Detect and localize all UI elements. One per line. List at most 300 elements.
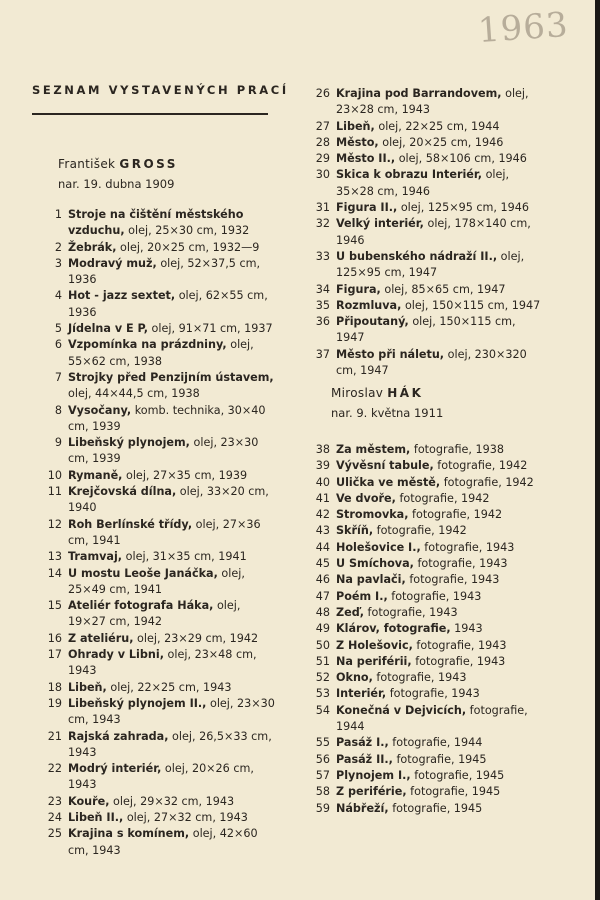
work-detail: fotografie, 1945 — [396, 752, 487, 766]
column-right — [308, 86, 546, 379]
work-title: Na periférii, — [336, 654, 412, 668]
work-entry — [68, 484, 278, 517]
list-item — [40, 370, 278, 403]
work-title: Hot - jazz sextet, — [68, 289, 176, 303]
work-detail: olej, 52×37,5 cm, 1936 — [68, 256, 261, 287]
work-detail: olej, 26,5×33 cm, 1943 — [68, 729, 272, 759]
work-entry — [68, 631, 278, 647]
work-number: 53 — [315, 687, 330, 701]
work-detail: olej, 91×71 cm, 1937 — [151, 322, 273, 336]
heading-rule — [32, 113, 268, 115]
work-entry — [68, 810, 278, 826]
work-entry — [68, 680, 278, 696]
work-detail: olej, 58×106 cm, 1946 — [398, 152, 527, 166]
work-number: 4 — [54, 289, 62, 303]
work-title: Město při náletu, — [336, 347, 445, 361]
work-title: Plynojem I., — [336, 768, 411, 782]
work-entry — [336, 119, 546, 135]
work-title: Libeň, — [68, 680, 107, 694]
work-title: Interiér, — [336, 687, 387, 701]
work-number: 46 — [315, 573, 330, 587]
work-number: 15 — [47, 599, 62, 613]
work-detail: 1943 — [454, 622, 483, 636]
work-title: Jídelna v E P, — [68, 322, 148, 336]
work-entry — [336, 670, 546, 686]
list-item — [308, 556, 546, 572]
column-right-lower — [308, 442, 546, 817]
work-entry — [336, 523, 546, 539]
work-number: 22 — [47, 762, 62, 776]
work-detail: fotografie, 1942 — [376, 524, 467, 538]
work-number: 12 — [47, 517, 62, 531]
work-number: 33 — [315, 249, 330, 263]
work-entry — [336, 703, 546, 736]
list-item — [308, 167, 546, 200]
work-title: Město II., — [336, 152, 396, 166]
work-entry — [336, 556, 546, 572]
work-entry — [336, 752, 546, 768]
list-item — [40, 761, 278, 794]
work-title: Libeň, — [336, 119, 375, 133]
work-number: 32 — [315, 217, 330, 231]
list-item — [308, 540, 546, 556]
work-detail: olej, 27×32 cm, 1943 — [126, 810, 248, 824]
list-item — [40, 631, 278, 647]
work-detail: fotografie, 1938 — [413, 443, 504, 456]
list-item — [308, 442, 546, 458]
work-number: 55 — [315, 736, 330, 750]
work-number: 25 — [47, 827, 62, 841]
work-entry — [68, 435, 278, 468]
work-detail: olej, 230×320 cm, 1947 — [336, 347, 527, 378]
work-title: Ve dvoře, — [336, 491, 396, 505]
work-title: Klárov, fotografie, — [336, 622, 451, 636]
work-detail: olej, 33×20 cm, 1940 — [68, 485, 269, 515]
list-item — [308, 670, 546, 686]
work-title: Zeď, — [336, 605, 364, 619]
list-item — [40, 729, 278, 762]
work-title: Ateliér fotografa Háka, — [68, 599, 214, 613]
work-number: 14 — [47, 566, 62, 580]
work-entry — [336, 135, 546, 151]
list-item — [308, 768, 546, 784]
work-title: Konečná v Dejvicích, — [336, 703, 467, 717]
work-number: 16 — [47, 631, 62, 645]
work-detail: olej, 23×48 cm, 1943 — [68, 648, 257, 678]
work-detail: olej, 19×27 cm, 1942 — [68, 599, 241, 629]
work-title: Kouře, — [68, 794, 110, 808]
work-number: 36 — [315, 315, 330, 329]
work-detail: fotografie, 1944 — [336, 703, 528, 734]
work-number: 6 — [54, 338, 62, 352]
work-entry — [336, 507, 546, 523]
work-entry — [336, 589, 546, 605]
list-item — [40, 598, 278, 631]
list-item — [40, 256, 278, 289]
work-detail: fotografie, 1943 — [367, 605, 458, 619]
work-number: 57 — [315, 768, 330, 782]
list-item — [40, 240, 278, 256]
work-detail: olej, 23×28 cm, 1943 — [336, 87, 529, 117]
work-title: Na pavlači, — [336, 573, 406, 587]
work-entry — [336, 572, 546, 588]
work-detail: olej, 23×30 cm, 1939 — [68, 436, 259, 466]
work-detail: olej, 29×32 cm, 1943 — [113, 794, 235, 808]
list-item — [40, 337, 278, 370]
artist-surname: GROSS — [119, 157, 178, 171]
work-number: 29 — [315, 152, 330, 166]
work-number: 27 — [315, 119, 330, 133]
work-number: 19 — [47, 696, 62, 710]
work-title: Z periférie, — [336, 785, 407, 799]
work-entry — [336, 784, 546, 800]
work-entry — [336, 167, 546, 200]
work-number: 56 — [315, 752, 330, 766]
work-title: U bubenského nádraží II., — [336, 249, 498, 263]
column-left — [40, 157, 278, 859]
work-number: 44 — [315, 540, 330, 554]
work-title: Krejčovská dílna, — [68, 485, 177, 499]
list-item — [40, 321, 278, 337]
work-detail: olej, 27×36 cm, 1941 — [68, 517, 261, 547]
work-number: 26 — [315, 87, 330, 100]
work-detail: fotografie, 1942 — [412, 508, 503, 522]
list-item — [308, 282, 546, 298]
artist-birth-date: nar. 19. dubna 1909 — [58, 177, 175, 191]
list-item — [308, 752, 546, 768]
work-entry — [336, 801, 546, 817]
list-item — [308, 801, 546, 817]
list-item — [308, 347, 546, 380]
work-title: Vzpomínka na prázdniny, — [68, 338, 227, 352]
work-detail: fotografie, 1945 — [392, 801, 483, 815]
artist-surname: HÁK — [387, 386, 424, 400]
work-entry — [336, 654, 546, 670]
work-title: Pasáž I., — [336, 736, 389, 750]
work-entry — [68, 256, 278, 289]
work-number: 52 — [315, 671, 330, 685]
list-item — [40, 468, 278, 484]
work-title: Velký interiér, — [336, 217, 424, 231]
work-detail: olej, 125×95 cm, 1947 — [336, 249, 525, 280]
list-item — [308, 249, 546, 282]
work-title: U Smíchova, — [336, 557, 414, 571]
work-entry — [336, 605, 546, 621]
work-entry — [336, 314, 546, 347]
work-detail: olej, 23×30 cm, 1943 — [68, 696, 275, 727]
list-item — [308, 216, 546, 249]
work-entry — [336, 621, 546, 637]
work-title: Modravý muž, — [68, 256, 157, 270]
work-number: 50 — [315, 638, 330, 652]
artist-first-name: Miroslav — [331, 386, 384, 400]
work-number: 45 — [315, 557, 330, 571]
work-title: Figura, — [336, 282, 381, 296]
work-number: 39 — [315, 459, 330, 473]
work-detail: fotografie, 1943 — [417, 557, 508, 571]
list-item — [308, 151, 546, 167]
work-title: U mostu Leoše Janáčka, — [68, 566, 218, 580]
work-detail: fotografie, 1944 — [392, 736, 483, 750]
work-detail: olej, 25×49 cm, 1941 — [68, 566, 245, 596]
work-detail: fotografie, 1942 — [437, 459, 528, 473]
work-number: 42 — [315, 508, 330, 522]
list-item — [308, 621, 546, 637]
work-detail: fotografie, 1943 — [424, 540, 515, 554]
work-detail: fotografie, 1942 — [443, 475, 534, 489]
work-entry — [68, 549, 278, 565]
work-entry — [336, 442, 546, 458]
list-item — [308, 638, 546, 654]
list-item — [40, 484, 278, 517]
artist-section-hak — [308, 386, 546, 420]
list-item — [308, 523, 546, 539]
work-number: 28 — [315, 135, 330, 149]
work-entry — [68, 240, 278, 256]
work-entry — [68, 403, 278, 436]
work-entry — [336, 540, 546, 556]
work-number: 21 — [47, 729, 62, 743]
list-item — [308, 686, 546, 702]
work-entry — [68, 729, 278, 762]
list-item — [308, 605, 546, 621]
artist-name — [331, 386, 546, 400]
list-item — [308, 200, 546, 216]
work-title: Rymaně, — [68, 468, 123, 482]
work-number: 18 — [47, 680, 62, 694]
work-entry — [68, 207, 278, 240]
work-title: Poém I., — [336, 589, 388, 603]
work-entry — [336, 200, 546, 216]
work-number: 17 — [47, 648, 62, 662]
work-number: 49 — [315, 622, 330, 636]
work-title: Za městem, — [336, 443, 411, 456]
work-number: 24 — [47, 810, 62, 824]
work-entry — [336, 86, 546, 119]
work-title: Modrý interiér, — [68, 762, 162, 776]
work-entry — [68, 566, 278, 599]
work-number: 58 — [315, 785, 330, 799]
list-item — [308, 86, 546, 119]
work-number: 54 — [315, 703, 330, 717]
work-detail: fotografie, 1943 — [409, 573, 500, 587]
list-item — [308, 654, 546, 670]
work-entry — [68, 647, 278, 680]
work-entry — [68, 826, 278, 859]
work-number: 11 — [47, 485, 62, 499]
work-detail: olej, 35×28 cm, 1946 — [336, 168, 510, 198]
work-number: 30 — [315, 168, 330, 182]
work-entry — [68, 517, 278, 550]
artist-birth-date: nar. 9. května 1911 — [331, 406, 444, 420]
work-detail: fotografie, 1942 — [399, 491, 490, 505]
work-title: Skica k obrazu Interiér, — [336, 168, 482, 182]
work-number: 59 — [315, 801, 330, 815]
work-detail: olej, 22×25 cm, 1943 — [110, 680, 232, 694]
work-entry — [68, 337, 278, 370]
work-number: 2 — [54, 240, 62, 254]
list-item — [308, 475, 546, 491]
work-detail: fotografie, 1943 — [416, 638, 507, 652]
list-item — [308, 298, 546, 314]
work-number: 34 — [315, 282, 330, 296]
work-detail: olej, 44×44,5 cm, 1938 — [68, 387, 200, 401]
work-entry — [336, 638, 546, 654]
work-detail: olej, 85×65 cm, 1947 — [384, 282, 506, 296]
work-detail: olej, 178×140 cm, 1946 — [336, 217, 531, 247]
work-detail: olej, 62×55 cm, 1936 — [68, 289, 268, 319]
list-item — [40, 680, 278, 696]
work-number: 38 — [315, 443, 330, 456]
work-number: 47 — [315, 589, 330, 603]
handwritten-year-annotation: 1963 — [476, 4, 570, 52]
work-title: Krajina pod Barrandovem, — [336, 87, 502, 100]
work-number: 9 — [54, 436, 62, 450]
works-list — [308, 86, 546, 379]
list-item — [40, 288, 278, 321]
work-entry — [68, 468, 278, 484]
work-entry — [68, 370, 278, 403]
work-detail: olej, 22×25 cm, 1944 — [378, 119, 500, 133]
list-item — [308, 784, 546, 800]
work-title: Připoutaný, — [336, 315, 409, 329]
work-title: Vývěsní tabule, — [336, 459, 434, 473]
work-detail: fotografie, 1943 — [376, 671, 467, 685]
work-detail: olej, 42×60 cm, 1943 — [68, 827, 258, 857]
work-detail: fotografie, 1943 — [389, 687, 480, 701]
work-title: Strojky před Penzijním ústavem, — [68, 370, 274, 384]
work-title: Roh Berlínské třídy, — [68, 517, 193, 531]
work-title: Město, — [336, 135, 379, 149]
list-item — [40, 549, 278, 565]
work-detail: fotografie, 1945 — [410, 785, 501, 799]
list-item — [40, 794, 278, 810]
list-item — [308, 491, 546, 507]
work-title: Holešovice I., — [336, 540, 421, 554]
work-number: 41 — [315, 491, 330, 505]
work-title: Libeň II., — [68, 810, 124, 824]
works-list — [308, 442, 546, 817]
work-number: 23 — [47, 794, 62, 808]
work-title: Skříň, — [336, 524, 374, 538]
work-title: Figura II., — [336, 201, 398, 215]
work-number: 48 — [315, 605, 330, 619]
work-detail: olej, 31×35 cm, 1941 — [125, 550, 247, 564]
work-number: 13 — [47, 550, 62, 564]
work-entry — [336, 735, 546, 751]
work-entry — [68, 288, 278, 321]
list-item — [40, 435, 278, 468]
work-entry — [68, 794, 278, 810]
work-title: Vysočany, — [68, 403, 132, 417]
work-entry — [336, 151, 546, 167]
work-title: Nábřeží, — [336, 801, 389, 815]
work-number: 5 — [54, 322, 62, 336]
work-title: Stromovka, — [336, 508, 409, 522]
work-title: Z ateliéru, — [68, 631, 134, 645]
work-number: 10 — [47, 468, 62, 482]
work-number: 8 — [54, 403, 62, 417]
works-list — [40, 207, 278, 859]
list-item — [40, 826, 278, 859]
work-number: 1 — [54, 208, 62, 221]
artist-name — [58, 157, 278, 171]
list-item — [40, 207, 278, 240]
work-entry — [336, 216, 546, 249]
list-item — [308, 703, 546, 736]
work-detail: olej, 125×95 cm, 1946 — [400, 201, 530, 215]
artist-first-name: František — [58, 157, 116, 171]
work-entry — [336, 282, 546, 298]
work-detail: olej, 25×30 cm, 1932 — [128, 224, 250, 238]
work-detail: olej, 20×26 cm, 1943 — [68, 762, 254, 792]
work-entry — [68, 761, 278, 794]
work-detail: komb. technika, 30×40 cm, 1939 — [68, 403, 266, 433]
work-detail: olej, 27×35 cm, 1939 — [125, 468, 248, 482]
work-title: Žebrák, — [68, 240, 117, 254]
work-title: Z Holešovic, — [336, 638, 413, 652]
work-entry — [68, 696, 278, 729]
list-item — [308, 314, 546, 347]
scan-edge — [595, 0, 600, 900]
work-entry — [336, 475, 546, 491]
work-detail: olej, 150×115 cm, 1947 — [336, 315, 516, 345]
work-entry — [336, 458, 546, 474]
list-item — [40, 566, 278, 599]
work-number: 40 — [315, 475, 330, 489]
work-detail: olej, 23×29 cm, 1942 — [137, 631, 259, 645]
list-item — [40, 647, 278, 680]
work-title: Stroje na čištění městského vzduchu, — [68, 208, 244, 238]
list-item — [308, 735, 546, 751]
work-title: Rozmluva, — [336, 298, 402, 312]
list-item — [308, 458, 546, 474]
work-title: Ohrady v Libni, — [68, 648, 164, 662]
work-detail: fotografie, 1943 — [391, 589, 482, 603]
work-title: Ulička ve městě, — [336, 475, 441, 489]
work-entry — [68, 321, 278, 337]
work-entry — [336, 347, 546, 380]
work-number: 43 — [315, 524, 330, 538]
work-entry — [336, 686, 546, 702]
work-entry — [336, 768, 546, 784]
list-item — [308, 572, 546, 588]
work-title: Libeňský plynojem II., — [68, 696, 207, 710]
list-item — [40, 517, 278, 550]
list-item — [308, 135, 546, 151]
page-heading: SEZNAM VYSTAVENÝCH PRACÍ — [32, 83, 289, 97]
work-number: 51 — [315, 654, 330, 668]
work-detail: olej, 55×62 cm, 1938 — [68, 338, 254, 368]
work-number: 31 — [315, 201, 330, 215]
work-detail: fotografie, 1945 — [414, 768, 505, 782]
work-title: Rajská zahrada, — [68, 729, 169, 743]
list-item — [308, 119, 546, 135]
work-title: Libeňský plynojem, — [68, 436, 190, 450]
list-item — [308, 507, 546, 523]
work-detail: olej, 20×25 cm, 1932—9 — [120, 240, 260, 254]
work-number: 35 — [315, 298, 330, 312]
work-title: Tramvaj, — [68, 550, 123, 564]
work-number: 37 — [315, 347, 330, 361]
work-entry — [336, 298, 546, 314]
work-entry — [68, 598, 278, 631]
list-item — [308, 589, 546, 605]
work-detail: olej, 20×25 cm, 1946 — [382, 135, 504, 149]
work-entry — [336, 249, 546, 282]
work-detail: olej, 150×115 cm, 1947 — [404, 298, 541, 312]
list-item — [40, 403, 278, 436]
